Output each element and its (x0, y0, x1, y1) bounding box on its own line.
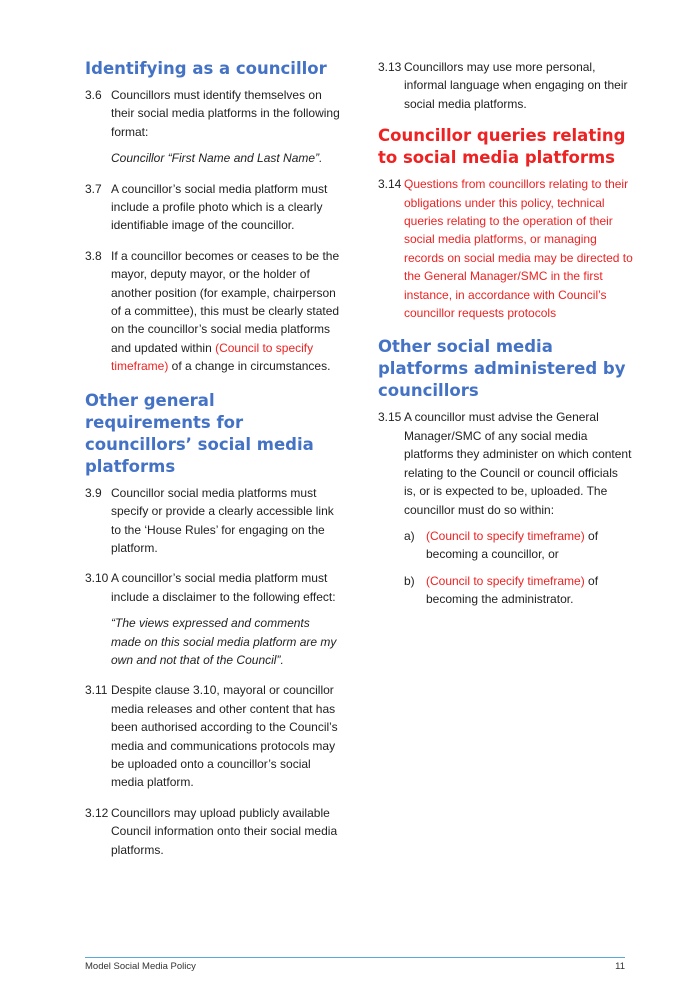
page-number: 11 (615, 961, 625, 972)
clause-3-10 (85, 569, 343, 606)
clause-text: Despite clause 3.10, mayoral or councillor media releases and other content that has been authorised according to the Council’s media and communications protocols may be uploaded onto a councillor’s social media platform. (111, 683, 338, 790)
clause-number: 3.13 (378, 60, 402, 74)
clause-3-9 (85, 484, 343, 558)
clause-text: A councillor must advise the General Manager/SMC of any social media platforms they administer on which content relating to the Council or council officials is, or is expected to be, uploaded. The councillor must do so within: (404, 410, 632, 517)
clause-number: 3.9 (85, 485, 102, 500)
clause-3-11 (85, 681, 343, 791)
timeframe-placeholder: (Council to specify timeframe) (426, 573, 585, 588)
clause-text: A councillor’s social media platform must include a disclaimer to the following effect: (111, 571, 336, 604)
clause-text: Questions from councillors relating to their obligations under this policy, technical queries relating to the operation of their social media platforms, or managing records on social media may be directed to the General Manager/SMC in the first instance, in accordance with Council’s councillor requests protocols (404, 177, 633, 321)
timeframe-placeholder: (Council to specify timeframe) (111, 340, 314, 374)
clause-number: 3.10 (85, 571, 109, 586)
clause-number: 3.15 (378, 410, 402, 425)
clause-number: 3.8 (85, 248, 102, 263)
clause-number: 3.7 (85, 181, 102, 196)
heading-other-platforms: Other social media platforms administered by councillors (378, 337, 626, 401)
clause-text: Councillor social media platforms must specify or provide a clearly accessible link to the ‘House Rules’ for engaging on the platform. (111, 485, 334, 555)
clause-number: 3.14 (378, 177, 402, 192)
clause-text: Councillors may use more personal, informal language when engaging on their social media platforms. (404, 60, 628, 111)
subclause-text: of becoming a councillor, or (426, 528, 599, 562)
subclause-a (378, 527, 633, 564)
clause-text: Councillors may upload publicly available Council information onto their social media platforms. (111, 805, 338, 857)
clause-3-6 (85, 86, 343, 141)
disclaimer-quote: “The views expressed and comments made on this social media platform are my own and not that of the Council”. (111, 616, 337, 667)
heading-councillor-queries: Councillor queries relating to social media platforms (378, 126, 626, 168)
subclause-b (378, 572, 633, 609)
clause-3-15 (378, 408, 633, 518)
clause-3-8 (85, 247, 343, 376)
clause-number: 3.12 (85, 805, 109, 820)
clause-text: A councillor’s social media platform must include a profile photo which is a clearly identifiable image of the councillor. (111, 181, 328, 233)
clause-3-7 (85, 180, 343, 235)
clause-3-12 (85, 804, 343, 859)
subclause-letter: a) (404, 528, 415, 543)
subclause-text: of becoming the administrator. (426, 573, 599, 607)
clause-number: 3.11 (85, 683, 108, 698)
left-column (85, 58, 343, 859)
clause-text: Councillors must identify themselves on their social media platforms in the following format: (111, 88, 340, 139)
clause-3-14 (378, 175, 633, 322)
heading-general-requirements: Other general requirements for councillors’ social media platforms (85, 390, 314, 476)
heading-identifying: Identifying as a councillor (85, 59, 327, 78)
clause-text-end: of a change in circumstances. (168, 359, 331, 374)
clause-text: If a councillor becomes or ceases to be the mayor, deputy mayor, or the holder of another position (for example, chairperson of a committee), this must be clearly stated on the councillor’s social media platforms and updated within (111, 248, 340, 355)
clause-3-13 (378, 58, 633, 113)
footer-title: Model Social Media Policy (85, 961, 196, 972)
clause-number: 3.6 (85, 88, 102, 102)
timeframe-placeholder: (Council to specify timeframe) (426, 528, 585, 543)
subclause-letter: b) (404, 573, 415, 588)
format-example: Councillor “First Name and Last Name”. (111, 151, 323, 166)
right-column (378, 58, 633, 609)
footer-rule (85, 957, 625, 958)
